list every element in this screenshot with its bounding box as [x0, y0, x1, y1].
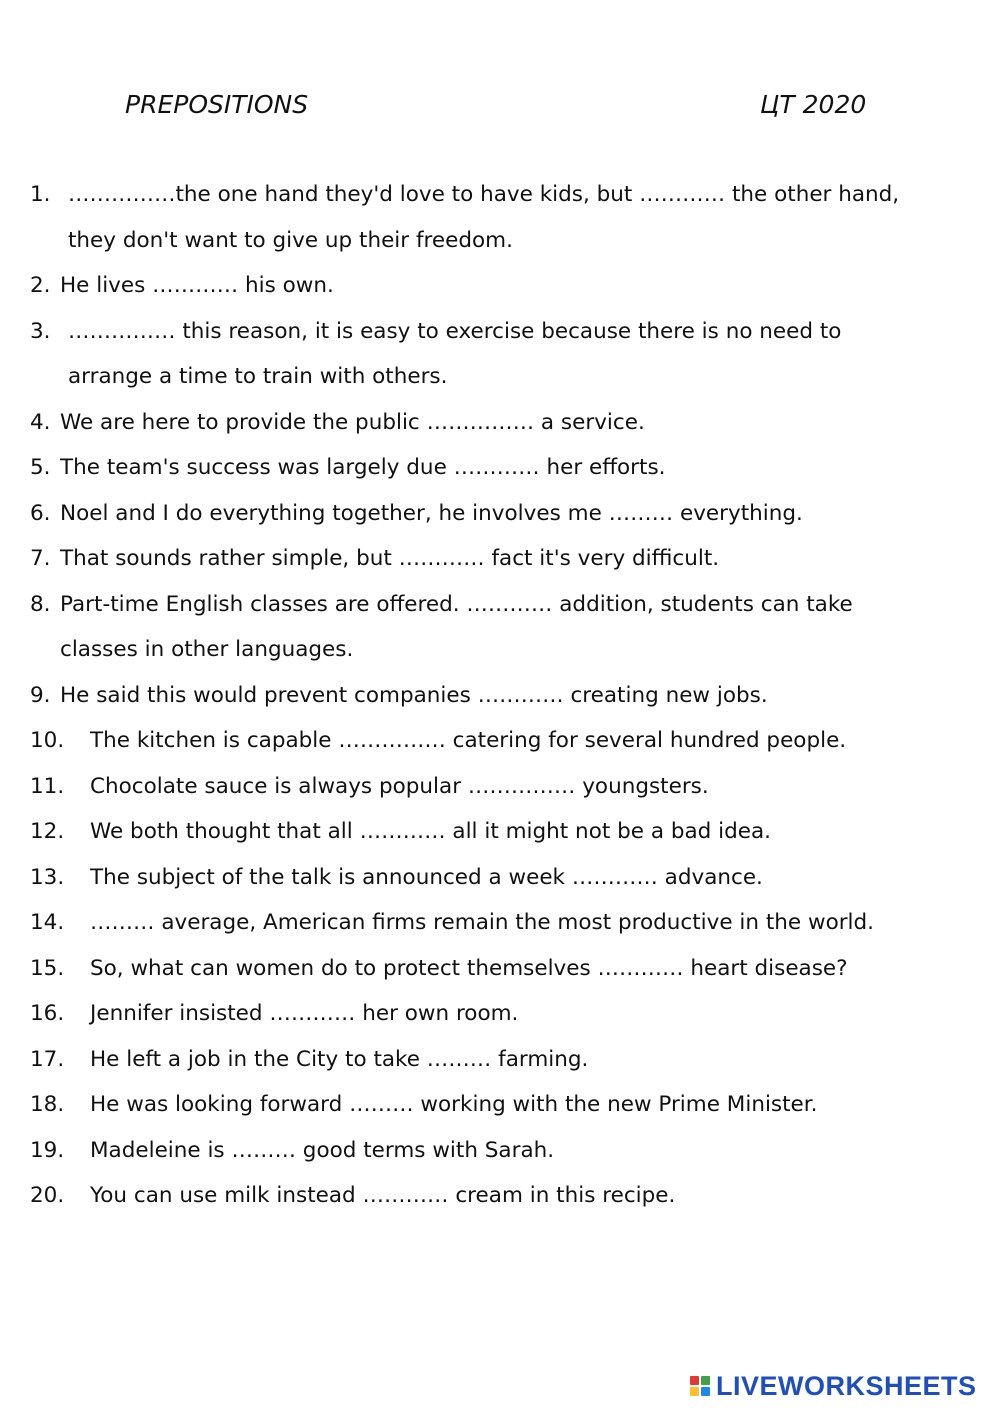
question-item [30, 1173, 960, 1219]
liveworksheets-logo [690, 1371, 977, 1401]
question-number: 8. [30, 591, 51, 617]
question-text-line: The team's success was largely due ………… her efforts. [60, 455, 666, 480]
question-number: 12. [30, 819, 65, 844]
question-number: 2. [30, 273, 51, 298]
question-item [30, 172, 960, 263]
question-item [30, 1128, 960, 1174]
question-number: 13. [30, 864, 65, 890]
question-item [30, 673, 960, 719]
question-number: 15. [30, 955, 65, 981]
question-number: 10. [30, 728, 65, 753]
question-number: 3. [30, 318, 51, 344]
page-title: PREPOSITIONS [125, 90, 309, 119]
question-number: 7. [30, 546, 51, 571]
logo-square [690, 1376, 699, 1385]
question-number: 17. [30, 1046, 65, 1072]
question-text-line: Jennifer insisted ………… her own room. [90, 1001, 519, 1026]
exam-label: ЦТ 2020 [760, 90, 867, 119]
question-number: 16. [30, 1001, 65, 1026]
question-item [30, 900, 960, 946]
question-text-line: He said this would prevent companies ………… creating new jobs. [60, 682, 768, 708]
question-item [30, 809, 960, 855]
question-text-line: He lives ………… his own. [60, 273, 334, 298]
question-text-line: ……………the one hand they'd love to have kids, but ………… the other hand, [68, 182, 900, 207]
question-number: 11. [30, 773, 65, 799]
question-text-line: arrange a time to train with others. [68, 364, 448, 389]
logo-square [690, 1387, 699, 1396]
question-text-line: Madeleine is ……… good terms with Sarah. [90, 1137, 555, 1163]
question-number: 4. [30, 409, 51, 435]
liveworksheets-logo-icon [690, 1376, 710, 1396]
question-text-line: they don't want to give up their freedom. [68, 227, 513, 253]
question-text-line: The kitchen is capable …………… catering for several hundred people. [90, 728, 847, 753]
question-text-line: He left a job in the City to take ……… farming. [90, 1046, 589, 1072]
question-item [30, 536, 960, 582]
question-item [30, 309, 960, 400]
question-item [30, 991, 960, 1037]
logo-square [701, 1376, 710, 1385]
question-item [30, 582, 960, 673]
question-text-line: That sounds rather simple, but ………… fact it's very difficult. [60, 546, 720, 571]
question-number: 5. [30, 455, 51, 480]
question-text-line: You can use milk instead ………… cream in this recipe. [90, 1183, 676, 1208]
question-text-line: Part-time English classes are offered. ………… addition, students can take [60, 591, 853, 617]
question-text-line: So, what can women do to protect themselves ………… heart disease? [90, 955, 848, 981]
question-item [30, 946, 960, 992]
question-text-line: He was looking forward ……… working with the new Prime Minister. [90, 1092, 818, 1117]
question-text-line: classes in other languages. [60, 637, 354, 662]
question-item [30, 855, 960, 901]
question-item [30, 263, 960, 309]
question-item [30, 718, 960, 764]
question-number: 9. [30, 682, 51, 708]
question-number: 1. [30, 182, 51, 207]
question-item [30, 400, 960, 446]
question-number: 14. [30, 910, 65, 935]
question-item [30, 1037, 960, 1083]
question-text-line: ……… average, American firms remain the most productive in the world. [90, 910, 875, 935]
logo-square [701, 1387, 710, 1396]
question-item [30, 764, 960, 810]
question-item [30, 445, 960, 491]
question-number: 18. [30, 1092, 65, 1117]
question-number: 19. [30, 1137, 65, 1163]
brand-name: LIVEWORKSHEETS [716, 1370, 977, 1401]
question-item [30, 491, 960, 537]
question-list [30, 172, 960, 1219]
question-number: 20. [30, 1183, 65, 1208]
question-text-line: …………… this reason, it is easy to exercise because there is no need to [68, 318, 842, 344]
question-text-line: Noel and I do everything together, he involves me ……… everything. [60, 500, 803, 526]
question-text-line: We are here to provide the public …………… a service. [60, 409, 645, 435]
question-text-line: We both thought that all ………… all it might not be a bad idea. [90, 819, 771, 844]
question-text-line: The subject of the talk is announced a week ………… advance. [90, 864, 763, 890]
question-number: 6. [30, 500, 51, 526]
question-text-line: Chocolate sauce is always popular …………… youngsters. [90, 773, 709, 799]
question-item [30, 1082, 960, 1128]
